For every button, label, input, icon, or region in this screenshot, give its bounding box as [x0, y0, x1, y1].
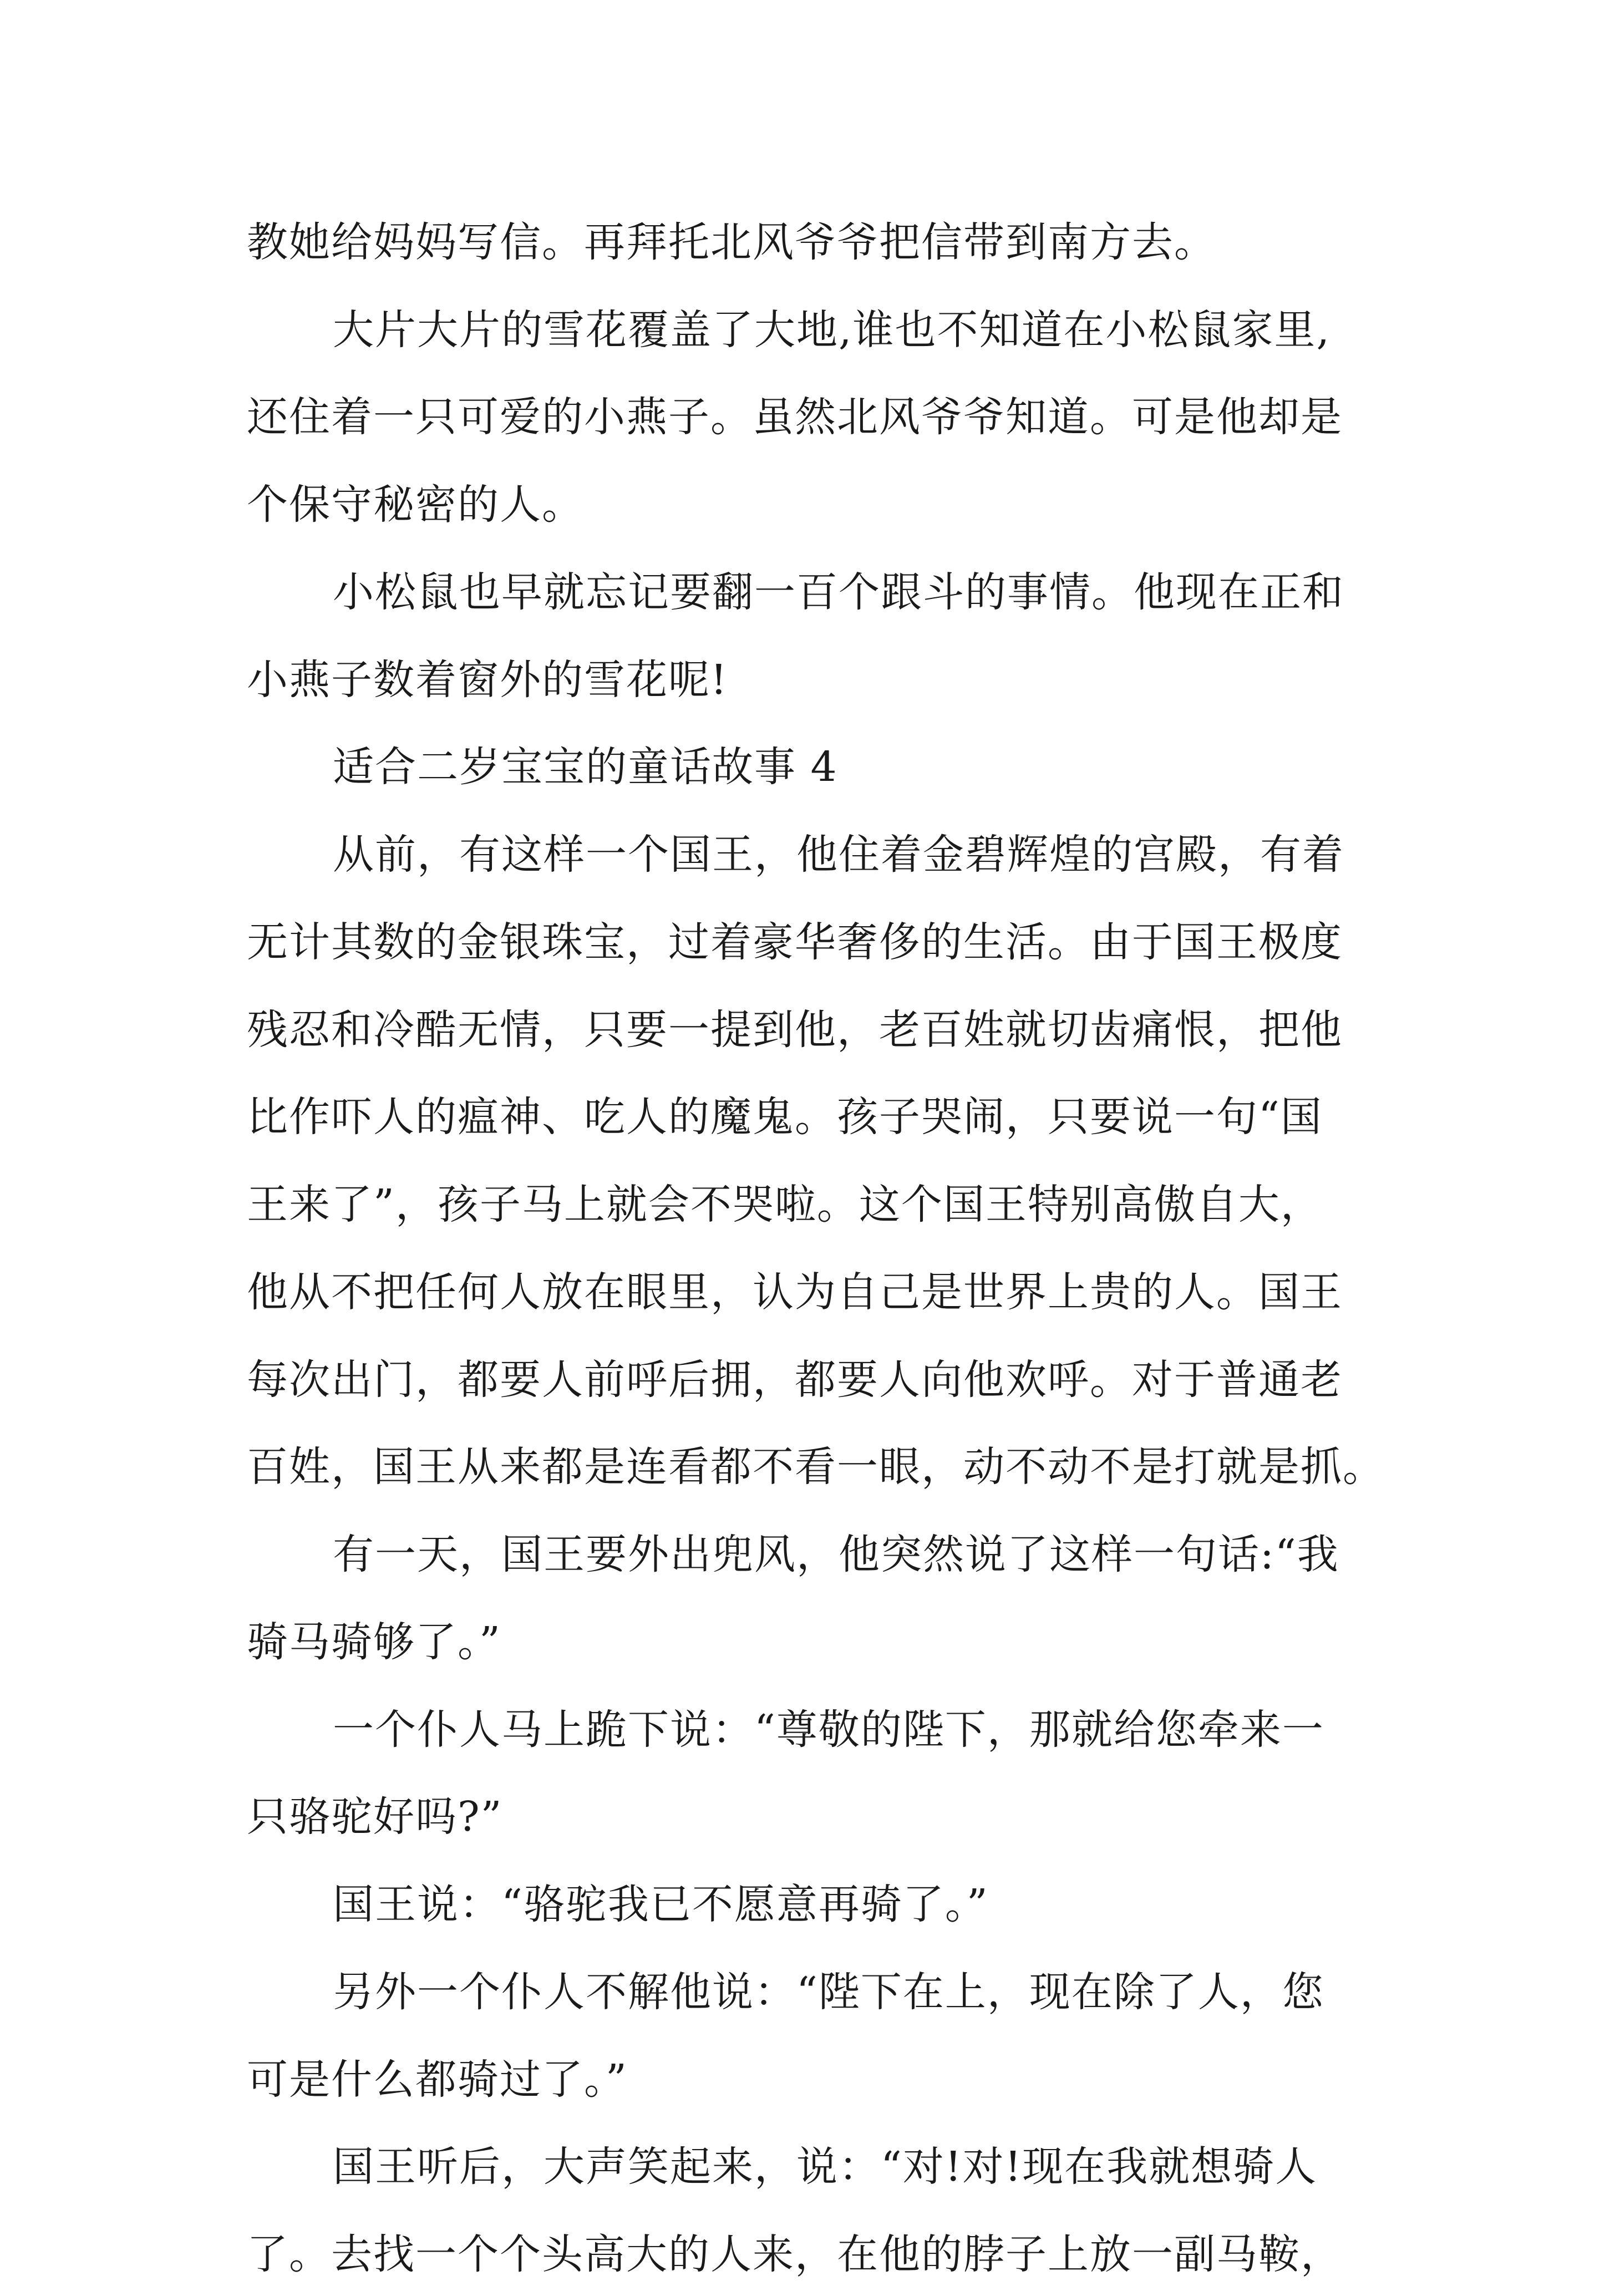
text-line: 骑马骑够了。”: [247, 1618, 501, 1666]
paragraph-start-line: 一个仆人马上跪下说：“尊敬的陛下，那就给您牵来一: [333, 1706, 1324, 1754]
text-line: 可是什么都骑过了。”: [247, 2056, 628, 2104]
text-line: 无计其数的金银珠宝，过着豪华奢侈的生活。由于国王极度: [247, 918, 1343, 966]
paragraph-start-line: 国王说：“骆驼我已不愿意再骑了。”: [333, 1881, 989, 1928]
text-line: 还住着一只可爱的小燕子。虽然北风爷爷知道。可是他却是: [247, 393, 1343, 441]
text-line: 小燕子数着窗外的雪花呢!: [247, 656, 728, 704]
text-line: 残忍和冷酷无情，只要一提到他，老百姓就切齿痛恨，把他: [247, 1006, 1343, 1054]
paragraph-start-line: 从前，有这样一个国王，他住着金碧辉煌的宫殿，有着: [333, 831, 1344, 878]
paragraph-start-line: 小松鼠也早就忘记要翻一百个跟斗的事情。他现在正和: [333, 568, 1344, 616]
text-line: 百姓，国王从来都是连看都不看一眼，动不动不是打就是抓。: [247, 1443, 1385, 1491]
text-line: 他从不把任何人放在眼里，认为自己是世界上贵的人。国王: [247, 1268, 1343, 1316]
section-heading: 适合二岁宝宝的童话故事 4: [333, 743, 838, 791]
text-line: 个保守秘密的人。: [247, 481, 584, 529]
paragraph-start-line: 有一天，国王要外出兜风，他突然说了这样一句话:“我: [333, 1531, 1339, 1578]
text-line: 教她给妈妈写信。再拜托北风爷爷把信带到南方去。: [247, 219, 1216, 266]
text-line: 比作吓人的瘟神、吃人的魔鬼。孩子哭闹，只要说一句“国: [247, 1093, 1323, 1141]
text-line: 每次出门，都要人前呼后拥，都要人向他欢呼。对于普通老: [247, 1356, 1343, 1404]
paragraph-start-line: 另外一个仆人不解他说：“陛下在上，现在除了人，您: [333, 1968, 1324, 2016]
paragraph-start-line: 大片大片的雪花覆盖了大地,谁也不知道在小松鼠家里,: [333, 306, 1331, 354]
text-line: 了。去找一个个头高大的人来，在他的脖子上放一副马鞍，: [247, 2231, 1343, 2278]
text-line: 只骆驼好吗?”: [247, 1793, 503, 1841]
paragraph-start-line: 国王听后，大声笑起来，说：“对!对!现在我就想骑人: [333, 2143, 1318, 2191]
text-line: 王来了”，孩子马上就会不哭啦。这个国王特别高傲自大，: [247, 1181, 1323, 1228]
